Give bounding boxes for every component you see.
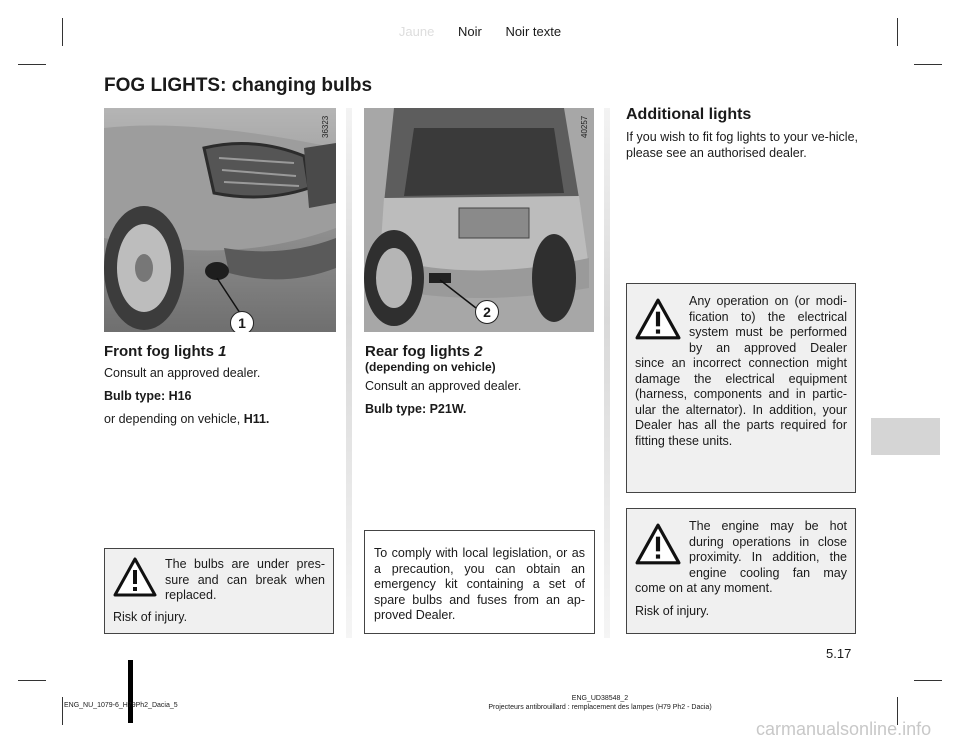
warning-bulbs-risk: Risk of injury.: [113, 609, 188, 624]
rear-heading-num: 2: [474, 343, 483, 360]
footer-left-code: ENG_NU_1079-6_H79Ph2_Dacia_5: [64, 702, 178, 709]
front-heading-num: 1: [218, 343, 227, 360]
front-line3-bold: H11.: [243, 412, 270, 426]
column-separator: [604, 108, 610, 638]
front-heading: [104, 343, 336, 360]
warning-box-engine: [626, 508, 856, 634]
rear-fog-lights-section: [365, 343, 595, 424]
rear-subheading: (depending on vehicle): [365, 360, 496, 374]
rear-line1: Consult an approved dealer.: [365, 379, 522, 393]
page-title: FOG LIGHTS: changing bulbs: [104, 75, 373, 96]
crop-mark: [18, 64, 46, 65]
callout-1: 1: [230, 311, 254, 332]
chapter-side-tab: [871, 418, 940, 455]
warning-bulbs-text: The bulbs are under pres-sure and can break when replaced.: [165, 557, 325, 602]
rear-fog-light-photo: [364, 108, 594, 332]
warning-box-bulbs: [104, 548, 334, 634]
warning-triangle-icon: [635, 298, 681, 340]
front-line1: Consult an approved dealer.: [104, 366, 261, 380]
warning-triangle-icon: [113, 557, 157, 597]
footer-right-code: ENG_UD38548_2: [571, 695, 629, 702]
front-fog-light-photo: [104, 108, 336, 332]
warning-engine-risk: Risk of injury.: [635, 603, 710, 618]
front-fog-lights-section: [104, 343, 336, 434]
color-label-noir-texte: Noir texte: [505, 24, 562, 39]
callout-2: 2: [475, 300, 499, 324]
additional-text: If you wish to fit fog lights to your ve-hicle, please see an authorised dealer.: [626, 130, 858, 160]
photo-code-front: 36323: [321, 115, 330, 138]
crop-mark: [62, 697, 63, 725]
note-box-emergency-kit: [364, 530, 595, 634]
crop-mark: [914, 64, 942, 65]
print-color-header: [0, 24, 960, 39]
color-label-noir: Noir: [457, 24, 482, 39]
front-line3-text: or depending on vehicle,: [104, 412, 244, 426]
warning-box-electrical: [626, 283, 856, 493]
warning-engine-text: The engine may be hot during operations in close proximity. In addition, the engine cooling fan may come on at any moment.: [635, 519, 847, 595]
additional-heading: Additional lights: [626, 106, 752, 123]
warning-electrical-text: Any operation on (or modi-fication to) the electrical system must be performed by an approved Dealer since an incorrect connection might damage the electrical equipment (harness, components and in partic-ular the alternator). In addition, your Dealer has all the parts required for fitting these units.: [635, 294, 847, 448]
rear-heading-text: Rear fog lights: [365, 343, 475, 360]
footer-bar: [128, 660, 133, 723]
watermark: carmanualsonline.info: [756, 719, 932, 739]
column-separator: [346, 108, 352, 638]
front-heading-text: Front fog lights: [104, 343, 219, 360]
front-bulb-type: Bulb type: H16: [104, 389, 192, 403]
footer-right-title: Projecteurs antibrouillard : remplacement des lampes (H79 Ph2 - Dacia): [488, 704, 712, 711]
rear-heading: [365, 343, 595, 360]
warning-triangle-icon: [635, 523, 681, 565]
note-emergency-kit-text: To comply with local legislation, or as a precaution, you can obtain an emergency kit containing a set of spare bulbs and fuses from an ap-proved Dealer.: [374, 546, 585, 622]
photo-code-rear: 40257: [580, 115, 589, 138]
footer-right: [360, 694, 840, 712]
color-label-jaune: Jaune: [398, 24, 435, 39]
rear-bulb-type: Bulb type: P21W.: [365, 402, 467, 416]
crop-mark: [18, 680, 46, 681]
page-number: 5.17: [826, 646, 852, 661]
additional-lights-section: [626, 106, 858, 161]
front-line3: [104, 411, 336, 427]
crop-mark: [914, 680, 942, 681]
